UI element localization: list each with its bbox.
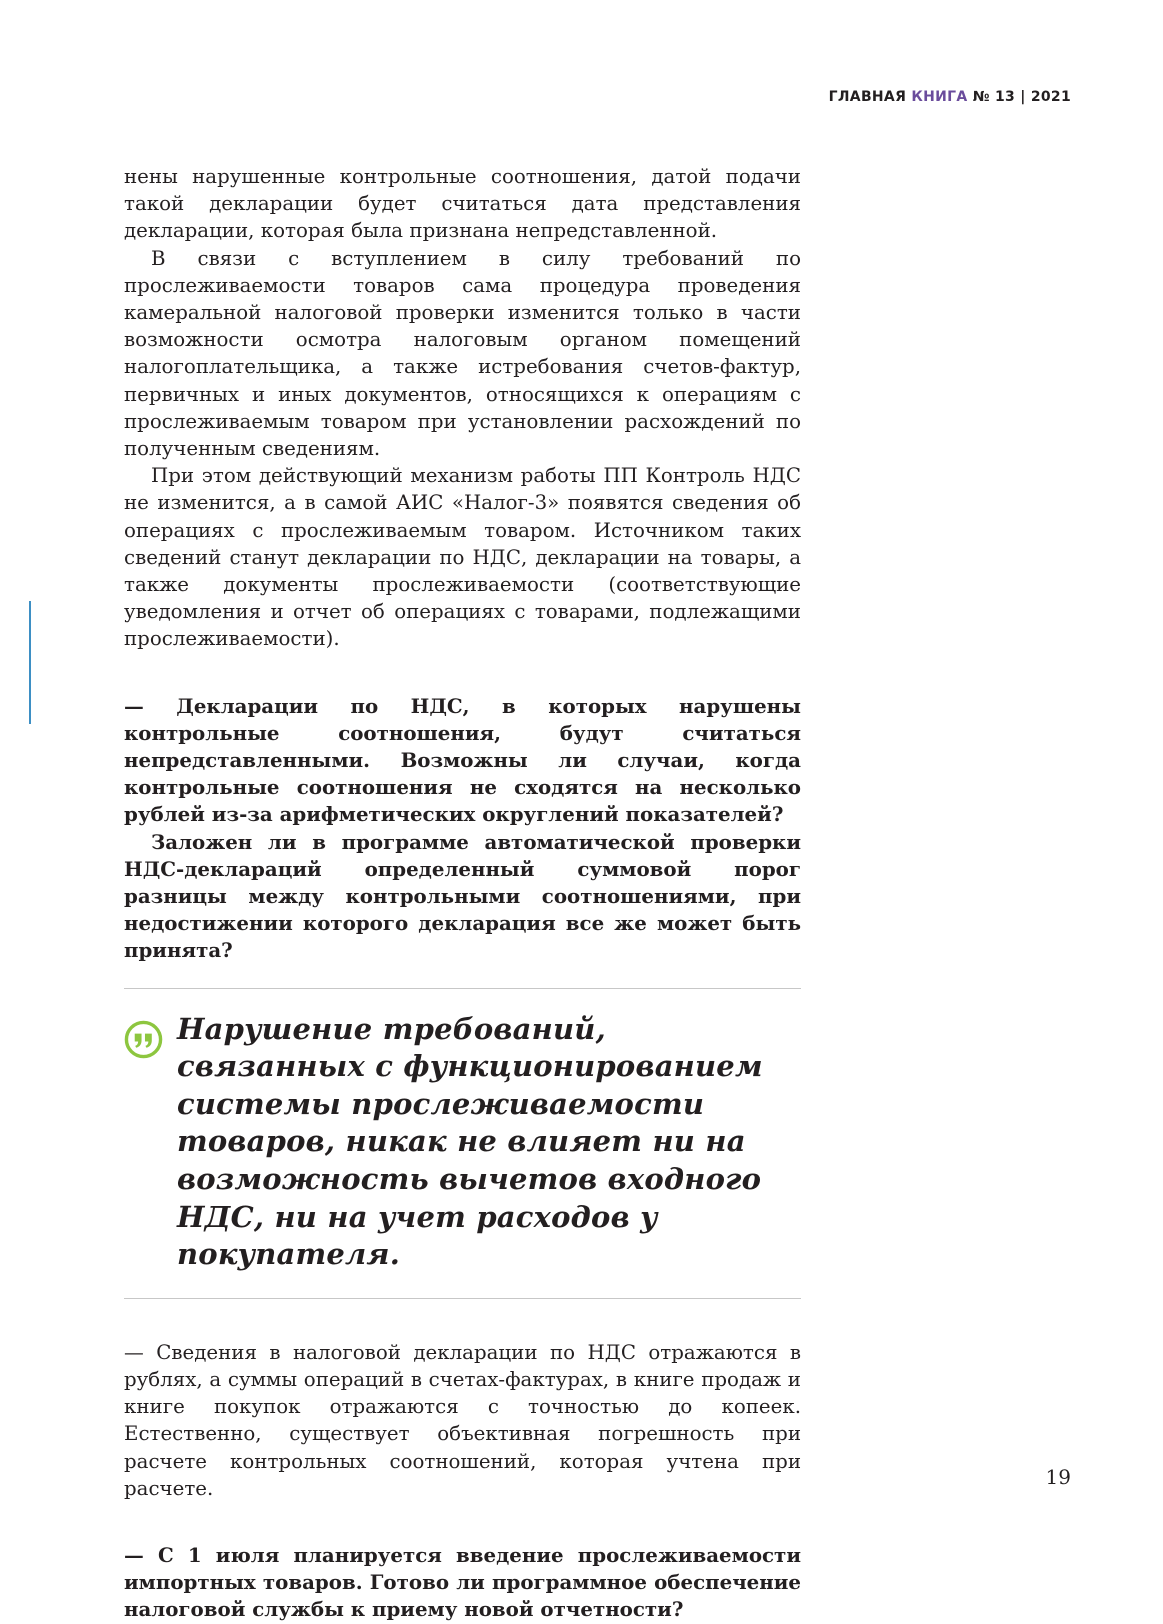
issue-number: № 13 | 2021 [972, 89, 1071, 105]
quote-mark-icon [124, 1020, 163, 1059]
answer-text: — Сведения в налоговой декларации по НДС отражаются в рублях, а суммы операций в счетах-фактурах, в книге продаж и книге покупок отражаются с точностью до копеек. Естественно, существует объективная погрешность при расчете контрольных соотношений, которая учтена при расчете. [124, 1340, 801, 1500]
article-column [124, 163, 801, 1624]
magazine-header [829, 89, 1071, 105]
interview-question [124, 693, 801, 965]
magazine-title-main: ГЛАВНАЯ [828, 89, 907, 105]
pull-quote [124, 989, 801, 1298]
page-number: 19 [1045, 1465, 1071, 1489]
interview-question [124, 1542, 801, 1624]
question-text: — С 1 июля планируется введение прослеживаемости импортных товаров. Готово ли программное обеспечение налоговой службы к приему новой отчетности? [124, 1543, 801, 1622]
question-text: — Декларации по НДС, в которых нарушены контрольные соотношения, будут считаться непредставленными. Возможны ли случаи, когда контрольные соотношения не сходятся на несколько рублей из-за арифметических округлений показателей? [124, 693, 801, 827]
pull-quote-text: Нарушение требований, связанных с функционированием системы прослеживаемости товаров, никак не влияет ни на возможность вычетов входного НДС, ни на учет расходов у покупателя. [177, 1011, 763, 1272]
magazine-title-accent: КНИГА [911, 89, 968, 105]
divider-bottom [124, 1298, 801, 1299]
body-paragraph: нены нарушенные контрольные соотношения, датой подачи такой декларации будет считаться дата представления декларации, которая была признана непредставленной. [124, 165, 801, 243]
question-text: Заложен ли в программе автоматической проверки НДС-деклараций определенный суммовой порог разницы между контрольными соотношениями, при недостижении которого декларация все же может быть принята? [124, 829, 801, 963]
body-paragraph: В связи с вступлением в силу требований по прослеживаемости товаров сама процедура проведения камеральной налоговой проверки изменится только в части возможности осмотра налоговым органом помещений налогоплательщика, а также истребования счетов-фактур, первичных и иных документов, относящихся к операциям с прослеживаемым товаром при установлении расхождений по полученным сведениям. [124, 246, 801, 461]
body-paragraph: При этом действующий механизм работы ПП Контроль НДС не изменится, а в самой АИС «Налог-3» появятся сведения об операциях с прослеживаемым товаром. Источником таких сведений станут декларации по НДС, декларации на товары, а также документы прослеживаемости (соответствующие уведомления и отчет об операциях с товарами, подлежащими прослеживаемости). [124, 464, 801, 651]
side-accent-line [29, 601, 31, 724]
